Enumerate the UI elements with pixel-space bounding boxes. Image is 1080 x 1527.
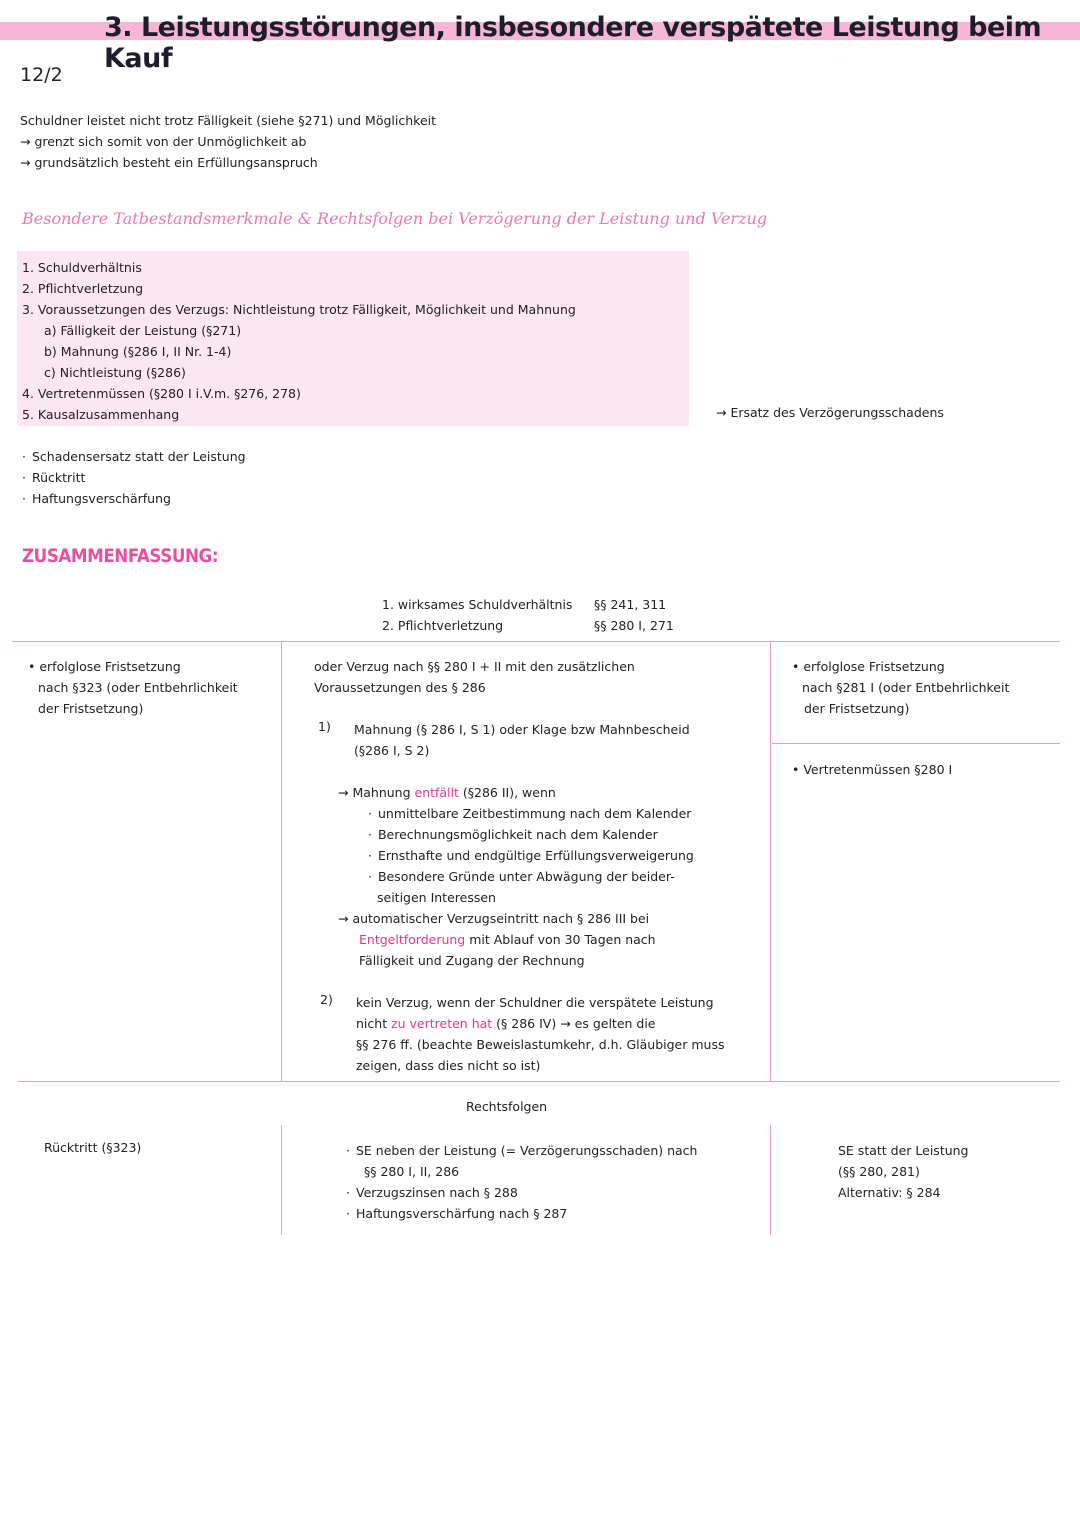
point-1-label: 1) xyxy=(318,719,331,734)
mahnung-case: seitigen Interessen xyxy=(377,890,496,905)
mahnung-case: · Besondere Gründe unter Abwägung der beider- xyxy=(368,866,694,887)
requirement-item: 2. Pflichtverletzung xyxy=(22,281,144,296)
consequences-list xyxy=(22,446,246,509)
sheet-number: 12/2 xyxy=(20,64,63,86)
consequence-item: · Schadensersatz statt der Leistung xyxy=(22,446,246,467)
entfaellt-highlight: entfällt xyxy=(414,785,459,800)
point-2-line: zeigen, dass dies nicht so ist) xyxy=(356,1058,541,1073)
rf-right-line: SE statt der Leistung xyxy=(838,1143,969,1158)
summary-top-right xyxy=(594,594,674,636)
rf-right xyxy=(838,1140,969,1203)
mahnung-entfaellt-line: → Mahnung entfällt (§286 II), wenn xyxy=(338,785,556,800)
auto-verzug xyxy=(338,908,656,971)
requirement-subitem: b) Mahnung (§286 I, II Nr. 1-4) xyxy=(44,344,232,359)
requirement-subitem: a) Fälligkeit der Leistung (§271) xyxy=(44,323,242,338)
rf-middle xyxy=(346,1140,697,1224)
point-2-line: §§ 276 ff. (beachte Beweislastumkehr, d.h. Gläubiger muss xyxy=(356,1037,725,1052)
col-mid-line: oder Verzug nach §§ 280 I + II mit den zusätzlichen xyxy=(314,659,635,674)
requirement-item: 4. Vertretenmüssen (§280 I i.V.m. §276, 278) xyxy=(22,386,301,401)
intro-line: → grenzt sich somit von der Unmöglichkeit ab xyxy=(20,134,307,149)
rf-mid-line: §§ 280 I, II, 286 xyxy=(364,1164,460,1179)
requirement-item: 5. Kausalzusammenhang xyxy=(22,407,180,422)
rf-right-line: Alternativ: § 284 xyxy=(838,1185,941,1200)
col-left-line: nach §323 (oder Entbehrlichkeit xyxy=(38,680,238,695)
table-rule-right xyxy=(772,743,1060,744)
col-right-line: der Fristsetzung) xyxy=(804,701,910,716)
column-right-mid: • Vertretenmüssen §280 I xyxy=(792,762,953,777)
column-left xyxy=(28,656,238,719)
intro-line: → grundsätzlich besteht ein Erfüllungsanspruch xyxy=(20,155,318,170)
summary-item: 2. Pflichtverletzung xyxy=(382,618,504,633)
col-mid-line: Voraussetzungen des § 286 xyxy=(314,680,486,695)
rf-mid-line: · Verzugszinsen nach § 288 xyxy=(346,1182,697,1203)
mahnung-case: · unmittelbare Zeitbestimmung nach dem Kalender xyxy=(368,803,694,824)
col-right-line: nach §281 I (oder Entbehrlichkeit xyxy=(802,680,1010,695)
section-heading: Besondere Tatbestandsmerkmale & Rechtsfolgen bei Verzögerung der Leistung und Verzug xyxy=(22,209,768,228)
table-divider xyxy=(770,1125,771,1235)
mahnung-cases xyxy=(368,803,694,908)
rf-right-line: (§§ 280, 281) xyxy=(838,1164,920,1179)
rf-mid-line: · Haftungsverschärfung nach § 287 xyxy=(346,1203,697,1224)
summary-top-left xyxy=(382,594,572,636)
rf-left: Rücktritt (§323) xyxy=(44,1140,142,1155)
point-2-line: kein Verzug, wenn der Schuldner die verspätete Leistung xyxy=(356,995,714,1010)
vertreten-highlight: zu vertreten hat xyxy=(391,1016,493,1031)
point-2 xyxy=(356,992,724,1076)
consequence-item: · Rücktritt xyxy=(22,467,246,488)
col-right-line: • erfolglose Fristsetzung xyxy=(792,659,945,674)
summary-heading: ZUSAMMENFASSUNG: xyxy=(22,545,219,567)
point-2-line: nicht zu vertreten hat (§ 286 IV) → es gelten die xyxy=(356,1016,656,1031)
requirement-subitem: c) Nichtleistung (§286) xyxy=(44,365,186,380)
col-left-line: • erfolglose Fristsetzung xyxy=(28,659,181,674)
requirement-item: 1. Schuldverhältnis xyxy=(22,260,142,275)
table-rule-top xyxy=(12,641,1060,642)
rf-mid-line: · SE neben der Leistung (= Verzögerungsschaden) nach xyxy=(346,1140,697,1161)
damage-note: → Ersatz des Verzögerungsschadens xyxy=(716,405,944,420)
mahnung-case: · Ernsthafte und endgültige Erfüllungsverweigerung xyxy=(368,845,694,866)
column-middle-intro xyxy=(314,656,635,698)
intro-line: Schuldner leistet nicht trotz Fälligkeit (siehe §271) und Möglichkeit xyxy=(20,113,437,128)
table-divider xyxy=(281,641,282,1081)
summary-ref: §§ 280 I, 271 xyxy=(594,618,674,633)
table-divider xyxy=(281,1125,282,1235)
point-1-line: Mahnung (§ 286 I, S 1) oder Klage bzw Mahnbescheid xyxy=(354,722,690,737)
point-2-label: 2) xyxy=(320,992,333,1007)
table-divider xyxy=(770,641,771,1081)
point-1-line: (§286 I, S 2) xyxy=(354,743,430,758)
requirement-item: 3. Voraussetzungen des Verzugs: Nichtleistung trotz Fälligkeit, Möglichkeit und Mahnung xyxy=(22,302,576,317)
summary-item: 1. wirksames Schuldverhältnis xyxy=(382,597,573,612)
consequence-item: · Haftungsverschärfung xyxy=(22,488,246,509)
entgeltforderung-highlight: Entgeltforderung xyxy=(359,932,466,947)
intro-notes xyxy=(20,110,436,173)
requirements-list xyxy=(22,257,576,425)
page-title: 3. Leistungsstörungen, insbesondere verspätete Leistung beim Kauf xyxy=(104,12,1042,74)
summary-ref: §§ 241, 311 xyxy=(594,597,667,612)
point-1 xyxy=(354,719,690,761)
rechtsfolgen-heading: Rechtsfolgen xyxy=(466,1099,548,1114)
mahnung-entfaellt xyxy=(338,782,556,803)
auto-verzug-line: Entgeltforderung mit Ablauf von 30 Tagen nach xyxy=(359,932,656,947)
table-rule-middle xyxy=(18,1081,1060,1082)
col-left-line: der Fristsetzung) xyxy=(38,701,144,716)
mahnung-case: · Berechnungsmöglichkeit nach dem Kalender xyxy=(368,824,694,845)
auto-verzug-line: → automatischer Verzugseintritt nach § 286 III bei xyxy=(338,911,650,926)
auto-verzug-line: Fälligkeit und Zugang der Rechnung xyxy=(359,953,585,968)
column-right-top xyxy=(792,656,1009,719)
